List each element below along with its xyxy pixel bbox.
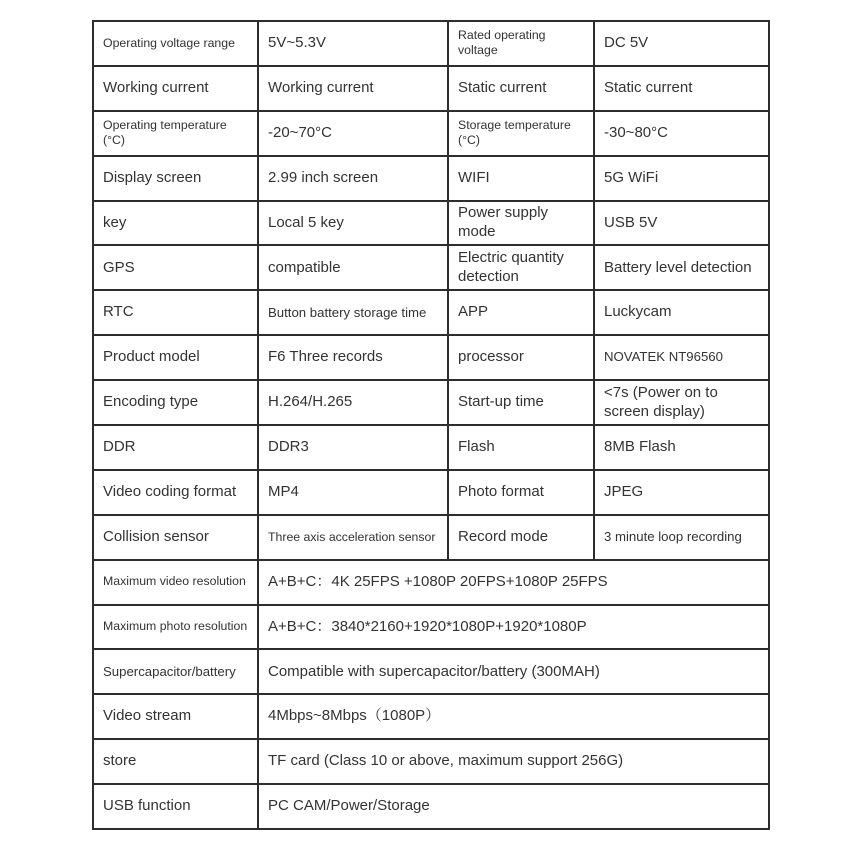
- table-row: [93, 425, 769, 470]
- spec-label: RTC: [93, 290, 258, 335]
- table-row: [93, 784, 769, 829]
- spec-label: Product model: [93, 335, 258, 380]
- table-row: [93, 649, 769, 694]
- spec-label: key: [93, 201, 258, 246]
- spec-value: 5V~5.3V: [258, 21, 448, 66]
- spec-label: Photo format: [448, 470, 594, 515]
- table-row: [93, 380, 769, 425]
- spec-value: -30~80°C: [594, 111, 769, 156]
- spec-label: Storage temperature (°C): [448, 111, 594, 156]
- spec-value: A+B+C：4K 25FPS +1080P 20FPS+1080P 25FPS: [258, 560, 769, 605]
- spec-value: Button battery storage time: [258, 290, 448, 335]
- table-row: [93, 470, 769, 515]
- spec-value: -20~70°C: [258, 111, 448, 156]
- spec-value: A+B+C：3840*2160+1920*1080P+1920*1080P: [258, 605, 769, 650]
- spec-label: store: [93, 739, 258, 784]
- spec-label: Encoding type: [93, 380, 258, 425]
- table-row: [93, 66, 769, 111]
- spec-label: USB function: [93, 784, 258, 829]
- spec-label: Collision sensor: [93, 515, 258, 560]
- spec-label: Video coding format: [93, 470, 258, 515]
- spec-value: F6 Three records: [258, 335, 448, 380]
- spec-label: Operating voltage range: [93, 21, 258, 66]
- spec-label: Record mode: [448, 515, 594, 560]
- spec-label: Static current: [448, 66, 594, 111]
- spec-label: Video stream: [93, 694, 258, 739]
- spec-value: Compatible with supercapacitor/battery (300MAH): [258, 649, 769, 694]
- spec-value: 3 minute loop recording: [594, 515, 769, 560]
- table-row: [93, 290, 769, 335]
- spec-value: TF card (Class 10 or above, maximum support 256G): [258, 739, 769, 784]
- spec-value: PC CAM/Power/Storage: [258, 784, 769, 829]
- table-row: [93, 245, 769, 290]
- spec-label: GPS: [93, 245, 258, 290]
- table-row: [93, 201, 769, 246]
- spec-value: DC 5V: [594, 21, 769, 66]
- spec-value: JPEG: [594, 470, 769, 515]
- spec-value: MP4: [258, 470, 448, 515]
- table-row: [93, 156, 769, 201]
- table-row: [93, 694, 769, 739]
- spec-value: 2.99 inch screen: [258, 156, 448, 201]
- spec-value: <7s (Power on to screen display): [594, 380, 769, 425]
- spec-value: Local 5 key: [258, 201, 448, 246]
- spec-label: DDR: [93, 425, 258, 470]
- spec-label: Supercapacitor/battery: [93, 649, 258, 694]
- table-row: [93, 515, 769, 560]
- table-row: [93, 111, 769, 156]
- table-row: [93, 560, 769, 605]
- spec-value: 4Mbps~8Mbps（1080P）: [258, 694, 769, 739]
- spec-label: Maximum video resolution: [93, 560, 258, 605]
- spec-label: Maximum photo resolution: [93, 605, 258, 650]
- spec-value: H.264/H.265: [258, 380, 448, 425]
- table-row: [93, 21, 769, 66]
- spec-label: Electric quantity detection: [448, 245, 594, 290]
- spec-label: WIFI: [448, 156, 594, 201]
- table-row: [93, 739, 769, 784]
- table-row: [93, 335, 769, 380]
- spec-value: Three axis acceleration sensor: [258, 515, 448, 560]
- spec-label: Rated operating voltage: [448, 21, 594, 66]
- spec-value: Battery level detection: [594, 245, 769, 290]
- spec-label: Flash: [448, 425, 594, 470]
- spec-value: 8MB Flash: [594, 425, 769, 470]
- spec-label: Start-up time: [448, 380, 594, 425]
- spec-label: Operating temperature (°C): [93, 111, 258, 156]
- spec-label: Display screen: [93, 156, 258, 201]
- spec-value: USB 5V: [594, 201, 769, 246]
- spec-value: Static current: [594, 66, 769, 111]
- spec-value: Working current: [258, 66, 448, 111]
- spec-label: APP: [448, 290, 594, 335]
- spec-value: 5G WiFi: [594, 156, 769, 201]
- spec-value: Luckycam: [594, 290, 769, 335]
- spec-value: compatible: [258, 245, 448, 290]
- spec-label: processor: [448, 335, 594, 380]
- product-spec-table: [92, 20, 770, 830]
- table-row: [93, 605, 769, 650]
- spec-label: Power supply mode: [448, 201, 594, 246]
- spec-value: NOVATEK NT96560: [594, 335, 769, 380]
- spec-value: DDR3: [258, 425, 448, 470]
- spec-label: Working current: [93, 66, 258, 111]
